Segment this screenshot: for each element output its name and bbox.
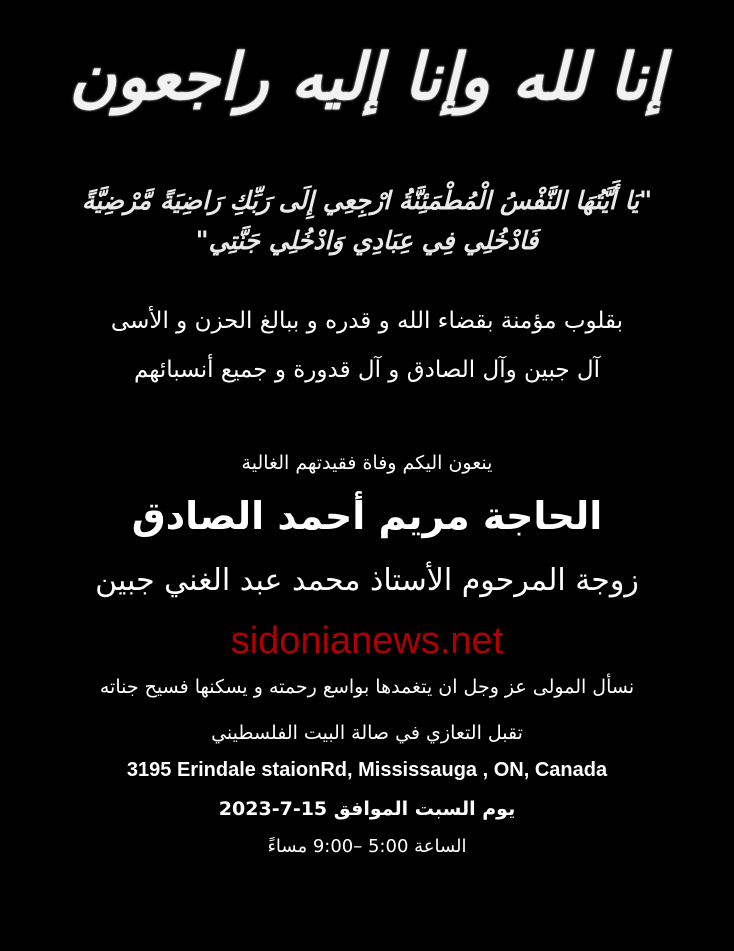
families-line-2: آل جبين وآل الصادق و آل قدورة و جميع أنسبائهم: [133, 357, 601, 383]
quran-verse-line-1: "يَا أَيَّتُهَا النَّفْسُ الْمُطْمَئِنَّةُ ارْجِعِي إِلَى رَبِّكِ رَاضِيَةً مَّرْضِيَّةً: [81, 186, 653, 215]
calligraphy-heading: إنا لله وإنا إليه راجعون: [69, 40, 665, 115]
prayer-text: نسأل المولى عز وجل ان يتغمدها بواسع رحمته و يسكنها فسيح جناته: [99, 676, 635, 698]
time-line: الساعة 5:00 –9:00 مساءً: [267, 836, 467, 857]
venue-address: 3195 Erindale staionRd, Mississauga , ON, Canada: [126, 759, 608, 781]
announcement-text: ينعون اليكم وفاة فقيدتهم الغالية: [241, 452, 493, 474]
deceased-name: الحاجة مريم أحمد الصادق: [131, 494, 603, 538]
date-line: يوم السبت الموافق 15-7-2023: [218, 798, 516, 820]
watermark: sidonianews.net: [230, 620, 504, 662]
quran-verse-line-2: فَادْخُلِي فِي عِبَادِي وَادْخُلِي جَنَّتِي": [195, 226, 539, 255]
families-line-1: بقلوب مؤمنة بقضاء الله و قدره و ببالغ الحزن و الأسى: [110, 308, 624, 334]
condolences-venue: تقبل التعازي في صالة البيت الفلسطيني: [211, 722, 523, 744]
spouse-line: زوجة المرحوم الأستاذ محمد عبد الغني جبين: [95, 563, 639, 598]
